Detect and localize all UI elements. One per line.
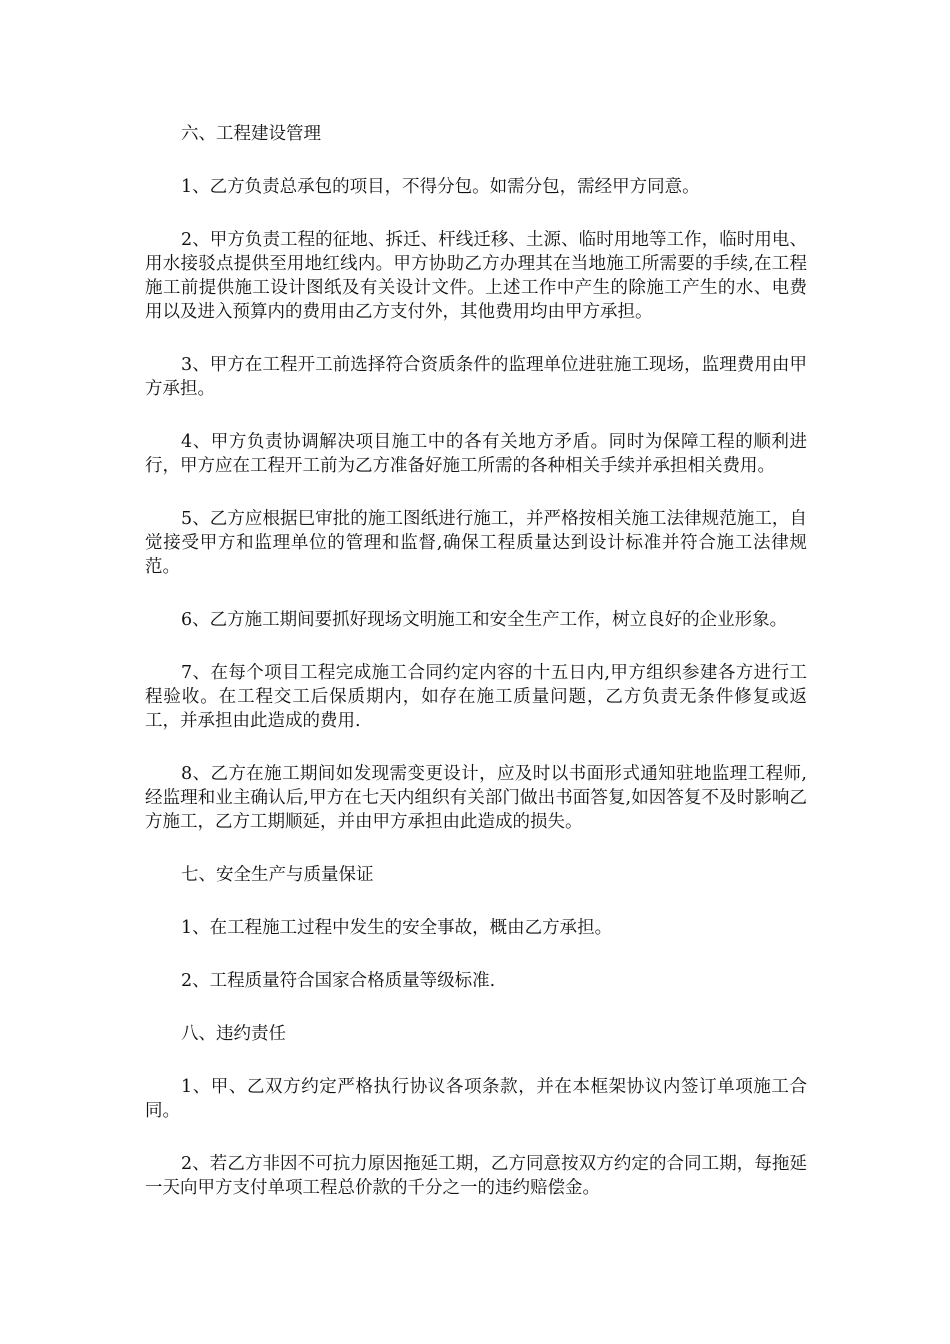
- clause-6-1: 1、乙方负责总承包的项目，不得分包。如需分包，需经甲方同意。: [181, 177, 700, 197]
- clause-6-7: 7、在每个项目工程完成施工合同约定内容的十五日内,甲方组织参建各方进行工程验收。在工程交工后保质期内，如存在施工质量问题，乙方负责无条件修复或返工，并承担由此造成的费用.: [145, 663, 807, 731]
- clause-6-8: 8、乙方在施工期间如发现需变更设计，应及时以书面形式通知驻地监理工程师,经监理和业主确认后,甲方在七天内组织有关部门做出书面答复,如因答复不及时影响乙方施工，乙方工期顺延，并由甲方承担由此造成的损失。: [145, 764, 807, 832]
- clause-7-2: 2、工程质量符合国家合格质量等级标准.: [181, 971, 496, 991]
- clause-6-5: 5、乙方应根据巳审批的施工图纸进行施工，并严格按相关施工法律规范施工，自觉接受甲方和监理单位的管理和监督,确保工程质量达到设计标准并符合施工法律规范。: [145, 509, 807, 577]
- clause-6-4: 4、甲方负责协调解决项目施工中的各有关地方矛盾。同时为保障工程的顺利进行，甲方应在工程开工前为乙方准备好施工所需的各种相关手续并承担相关费用。: [145, 432, 807, 476]
- clause-6-3: 3、甲方在工程开工前选择符合资质条件的监理单位进驻施工现场，监理费用由甲方承担。: [145, 355, 807, 399]
- clause-8-1: 1、甲、乙双方约定严格执行协议各项条款，并在本框架协议内签订单项施工合同。: [145, 1077, 807, 1121]
- section-heading-7: 七、安全生产与质量保证: [181, 865, 374, 885]
- section-heading-6: 六、工程建设管理: [181, 124, 321, 144]
- clause-6-6: 6、乙方施工期间要抓好现场文明施工和安全生产工作，树立良好的企业形象。: [181, 610, 788, 630]
- clause-7-1: 1、在工程施工过程中发生的安全事故，概由乙方承担。: [181, 918, 613, 938]
- document-page: [145, 122, 807, 1229]
- section-heading-8: 八、违约责任: [181, 1024, 286, 1044]
- clause-8-2: 2、若乙方非因不可抗力原因拖延工期，乙方同意按双方约定的合同工期，每拖延一天向甲方支付单项工程总价款的千分之一的违约赔偿金。: [145, 1154, 807, 1198]
- clause-6-2: 2、甲方负责工程的征地、拆迁、杆线迁移、土源、临时用地等工作，临时用电、用水接驳点提供至用地红线内。甲方协助乙方办理其在当地施工所需要的手续,在工程施工前提供施工设计图纸及有关设计文件。上述工作中产生的除施工产生的水、电费用以及进入预算内的费用由乙方支付外，其他费用均由甲方承担。: [145, 230, 807, 322]
